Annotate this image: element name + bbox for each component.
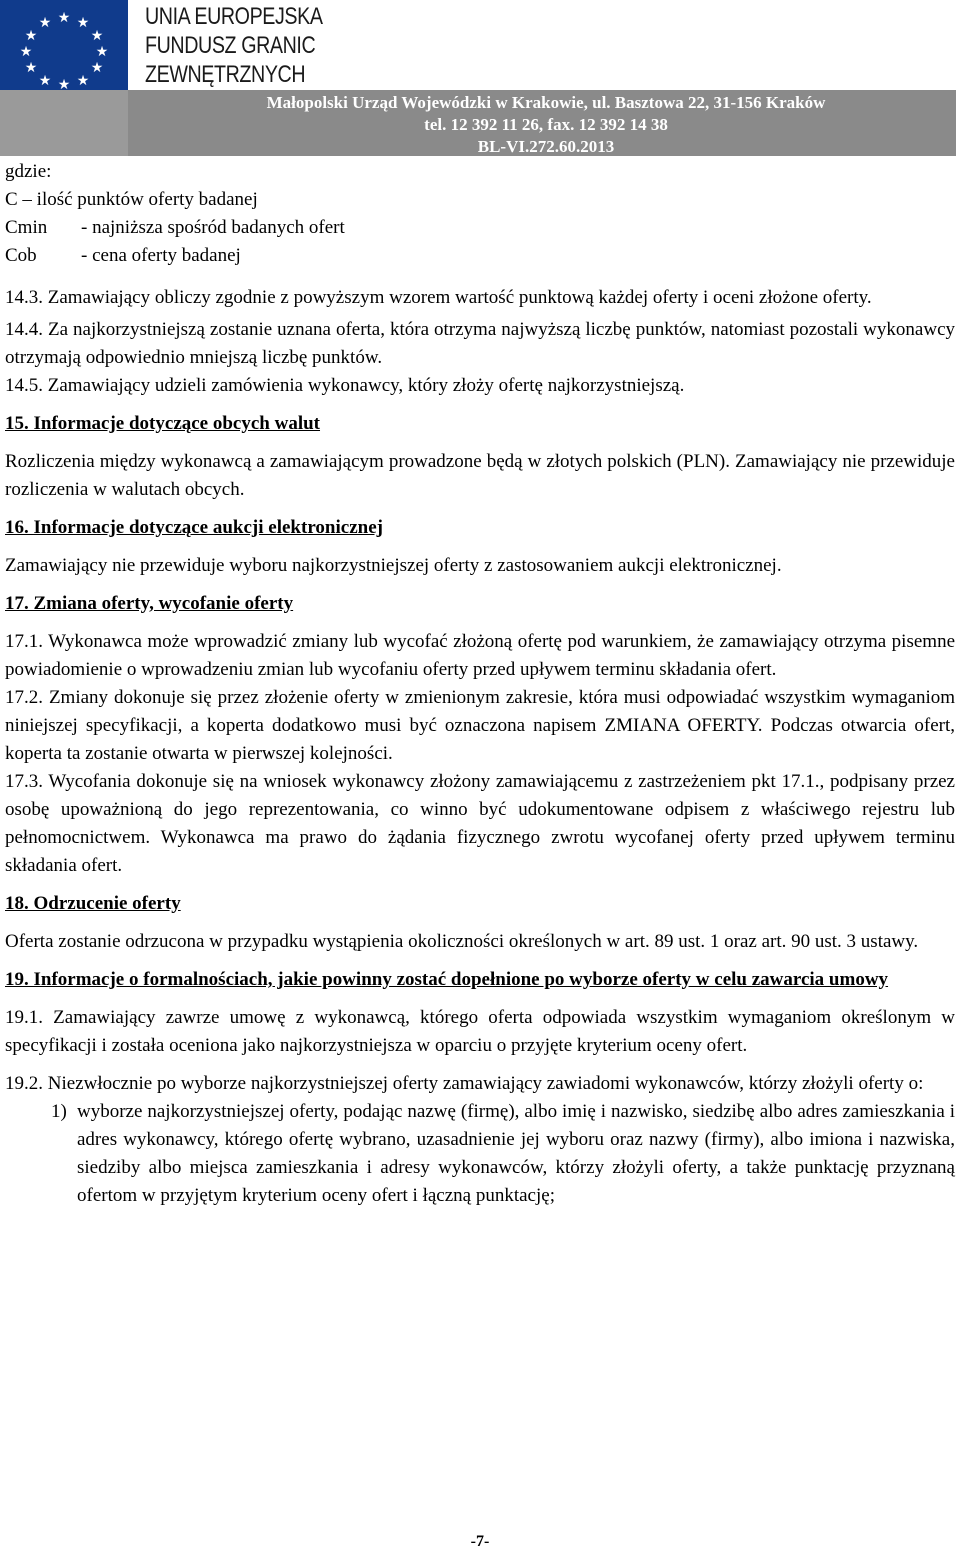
logo-line-2: FUNDUSZ GRANIC xyxy=(145,32,316,59)
paragraph-17-1: 17.1. Wykonawca może wprowadzić zmiany lub wycofać złożoną ofertę pod warunkiem, że zamawiający otrzyma pisemne powiadomienie o wprowadzeniu zmian lub wycofaniu oferty przed upływem terminu składania ofert. xyxy=(5,631,955,680)
logo-line-1: UNIA EUROPEJSKA xyxy=(145,3,323,30)
paragraph-18: Oferta zostanie odrzucona w przypadku wystąpienia okoliczności określonych w art. 89 ust. 1 oraz art. 90 ust. 3 ustawy. xyxy=(5,931,919,952)
paragraph-14-5: 14.5. Zamawiający udzieli zamówienia wykonawcy, który złoży ofertę najkorzystniejszą. xyxy=(5,375,685,396)
section-17-heading: 17. Zmiana oferty, wycofanie oferty xyxy=(5,593,294,614)
paragraph-17-3: 17.3. Wycofania dokonuje się na wniosek wykonawcy złożony zamawiającemu z zastrzeżeniem pkt 17.1., podpisany przez osobę upoważnioną do jego reprezentowania, co winno być udokumentowane odpisem z właściwego rejestru lub pełnomocnictwem. Wykonawca ma prawo do żądania fizycznego zwrotu wycofanej oferty przed upływem terminu składania ofert. xyxy=(5,771,955,876)
header-band xyxy=(0,90,956,156)
page-number: -7- xyxy=(470,1533,490,1550)
legend-c: C – ilość punktów oferty badanej xyxy=(5,189,258,210)
document-header xyxy=(0,0,960,158)
svg-text:★: ★ xyxy=(57,10,71,26)
legend-intro: gdzie: xyxy=(5,161,52,182)
paragraph-17-2: 17.2. Zmiany dokonuje się przez złożenie oferty w zmienionym zakresie, która musi odpowiadać wszystkim wymaganiom niniejszej specyfikacji, a koperta dodatkowo musi być oznaczona napisem ZMIANA OFERTY. Podczas otwarcia ofert, koperta ta zostanie otwarta w pierwszej kolejności. xyxy=(5,687,955,764)
formula-legend xyxy=(5,158,955,270)
svg-text:★: ★ xyxy=(38,15,52,31)
svg-text:★: ★ xyxy=(90,60,104,76)
paragraph-14-4: 14.4. Za najkorzystniejszą zostanie uznana oferta, która otrzyma najwyższą liczbę punktów, natomiast pozostali wykonawcy otrzymają odpowiednio mniejszą liczbę punktów. xyxy=(5,319,955,368)
office-address: Małopolski Urząd Wojewódzki w Krakowie, ul. Basztowa 22, 31-156 Kraków xyxy=(266,93,826,112)
list-item-number: 1) xyxy=(51,1101,67,1122)
section-19-heading: 19. Informacje o formalnościach, jakie powinny zostać dopełnione po wyborze oferty w celu zawarcia umowy xyxy=(5,969,889,990)
paragraph-14-3: 14.3. Zamawiający obliczy zgodnie z powyższym wzorem wartość punktową każdej oferty i oceni złożone oferty. xyxy=(5,287,872,308)
office-phone: tel. 12 392 11 26, fax. 12 392 14 38 xyxy=(424,115,668,134)
legend-cob: Cob - cena oferty badanej xyxy=(5,245,241,266)
svg-text:★: ★ xyxy=(76,15,90,31)
list-item-text: wyborze najkorzystniejszej oferty, podając nazwę (firmę), albo imię i nazwisko, siedzibę albo adres zamieszkania i adres wykonawcy, którego ofertę wybrano, uzasadnienie jej wyboru oraz nazwy (firmy), albo imiona i nazwiska, siedziby albo miejsca zamieszkania i adresy wykonawców, którzy złożyli oferty, a także punktację przyznaną ofertom w przyjętym kryterium oceny ofert i łączną punktację; xyxy=(77,1101,955,1206)
svg-text:★: ★ xyxy=(57,77,71,90)
section-16-heading: 16. Informacje dotyczące aukcji elektronicznej xyxy=(5,517,383,538)
list-item xyxy=(51,1098,955,1210)
svg-text:★: ★ xyxy=(95,44,109,60)
paragraph-19-2: 19.2. Niezwłocznie po wyborze najkorzystniejszej oferty zamawiający zawiadomi wykonawców, którzy złożyli oferty o: xyxy=(5,1073,924,1094)
svg-text:★: ★ xyxy=(24,28,38,44)
svg-text:★: ★ xyxy=(76,73,90,89)
paragraph-19-1: 19.1. Zamawiający zawrze umowę z wykonawcą, którego oferta odpowiada wszystkim wymaganiom określonym w specyfikacji i została oceniona jako najkorzystniejsza w oparciu o przyjęte kryterium oceny ofert. xyxy=(5,1007,955,1056)
program-logo-text xyxy=(145,2,362,89)
paragraph-15: Rozliczenia między wykonawcą a zamawiającym prowadzone będą w złotych polskich (PLN). Zamawiający nie przewiduje rozliczenia w walutach obcych. xyxy=(5,451,955,500)
legend-cmin: Cmin - najniższa spośród badanych ofert xyxy=(5,217,345,238)
svg-text:★: ★ xyxy=(38,73,52,89)
document-body xyxy=(5,158,955,1210)
reference-number: BL-VI.272.60.2013 xyxy=(477,137,615,156)
section-15-heading: 15. Informacje dotyczące obcych walut xyxy=(5,413,321,434)
svg-text:★: ★ xyxy=(90,28,104,44)
section-18-heading: 18. Odrzucenie oferty xyxy=(5,893,181,914)
paragraph-16: Zamawiający nie przewiduje wyboru najkorzystniejszej oferty z zastosowaniem aukcji elektronicznej. xyxy=(5,555,782,576)
svg-text:★: ★ xyxy=(19,44,33,60)
logo-line-3: ZEWNĘTRZNYCH xyxy=(145,61,306,88)
svg-text:★: ★ xyxy=(24,60,38,76)
eu-flag-icon xyxy=(0,0,128,90)
